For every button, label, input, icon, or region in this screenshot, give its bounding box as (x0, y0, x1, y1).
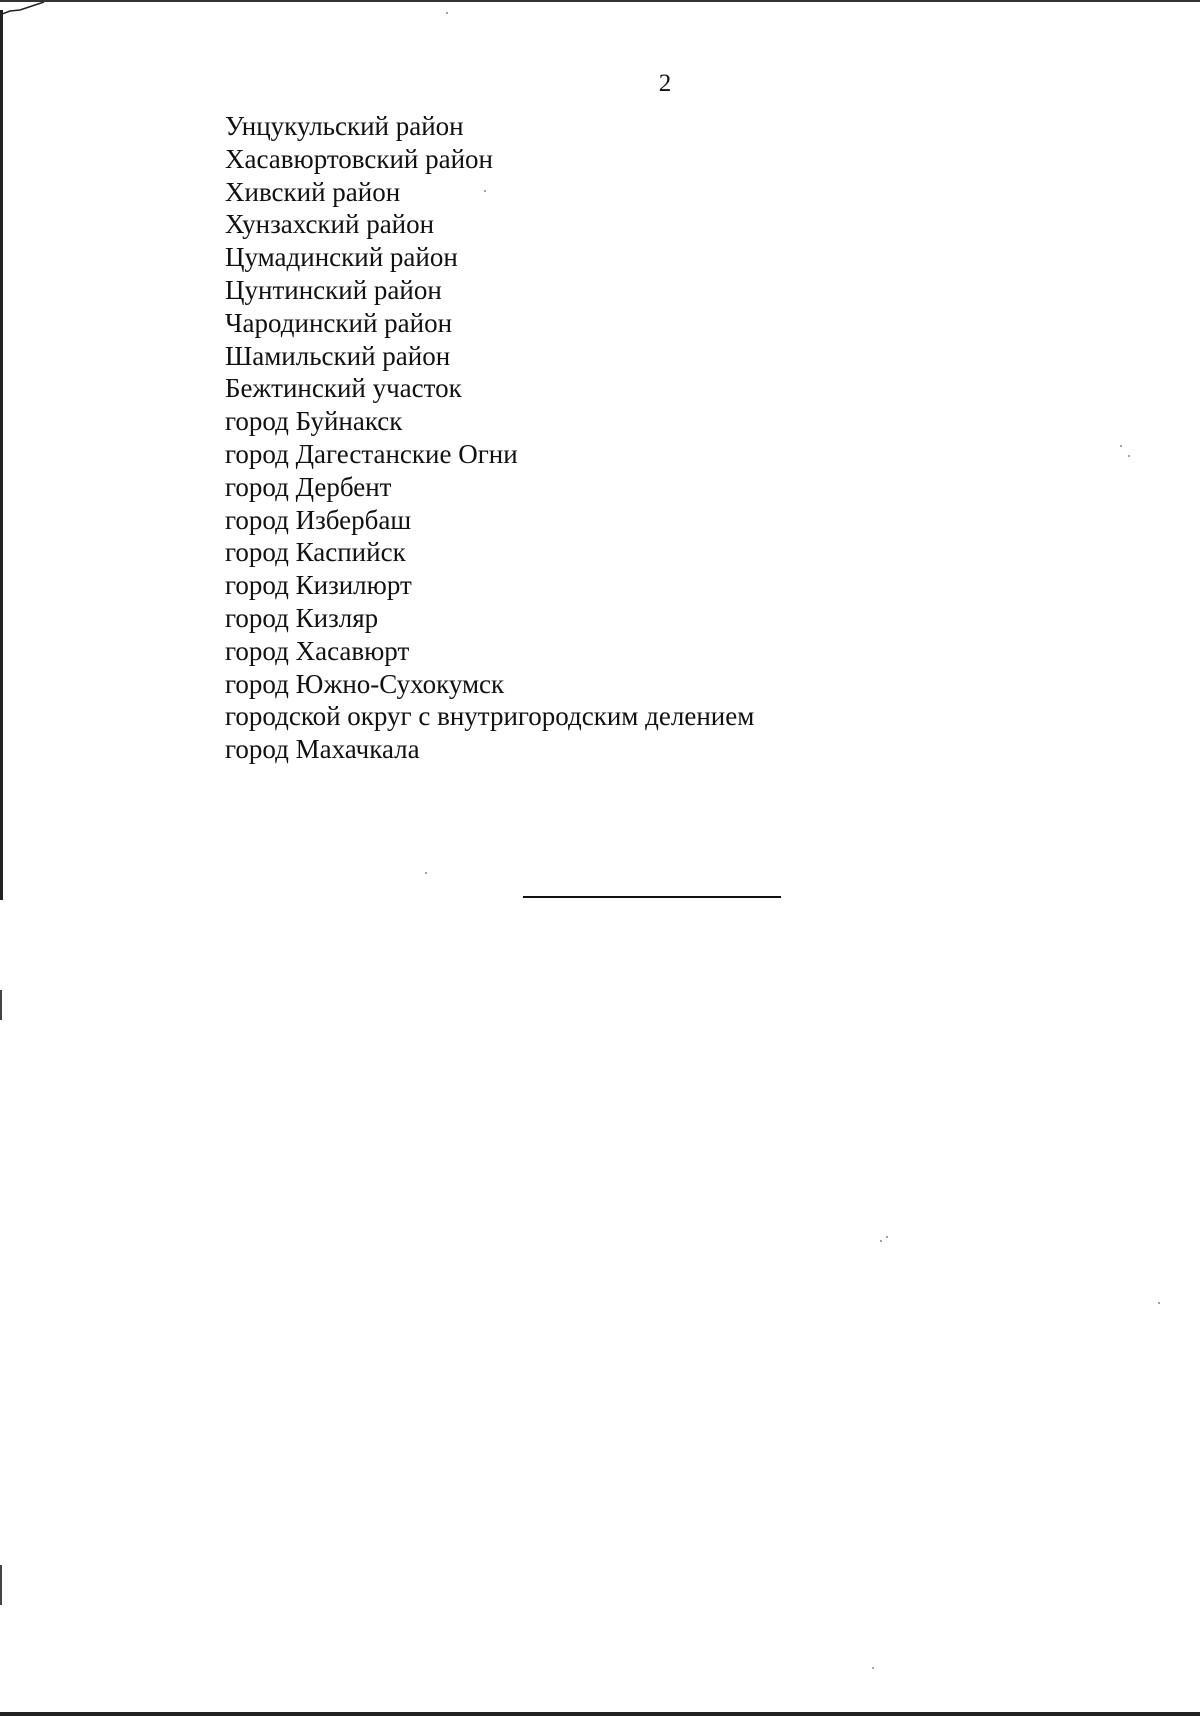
scan-speck (872, 1667, 874, 1669)
list-item: город Махачкала (225, 734, 420, 765)
list-item: город Южно-Сухокумск (225, 668, 505, 699)
scan-edge-left (0, 10, 3, 900)
end-of-list-rule (523, 896, 781, 898)
scan-speck (1158, 1302, 1160, 1304)
list-item: Цунтинский район (225, 274, 442, 305)
list-item: город Хасавюрт (225, 635, 410, 666)
scan-speck (880, 1240, 882, 1242)
page-number: 2 (658, 70, 672, 97)
list-item: город Дагестанские Огни (225, 438, 518, 469)
list-item: город Кизляр (225, 602, 379, 633)
scan-edge-left-fragment (0, 1565, 2, 1605)
scan-edge-top (0, 0, 1200, 2)
scan-speck (1128, 455, 1130, 457)
scan-speck (1120, 445, 1122, 447)
list-item: Хунзахский район (225, 209, 435, 240)
list-item: городской округ с внутригородским делением (225, 701, 755, 732)
list-item: город Избербаш (225, 504, 412, 535)
list-item: Бежтинский участок (225, 373, 462, 404)
list-item: город Каспийск (225, 537, 406, 568)
list-item: город Буйнакск (225, 406, 403, 437)
scan-corner-mark (2, 2, 46, 16)
scan-edge-bottom (0, 1712, 1200, 1716)
scan-speck (425, 872, 427, 874)
scan-edge-left-fragment (0, 990, 2, 1020)
list-item: Хасавюртовский район (225, 143, 494, 174)
list-item: Цумадинский район (225, 242, 458, 273)
list-item: Хивский район (225, 176, 401, 207)
list-item: Чародинский район (225, 307, 453, 338)
district-list (225, 110, 754, 766)
scan-speck (446, 12, 448, 14)
list-item: город Кизилюрт (225, 570, 412, 601)
scan-speck (886, 1236, 888, 1238)
list-item: Унцукульский район (225, 111, 464, 141)
list-item: Шамильский район (225, 340, 451, 371)
list-item: город Дербент (225, 471, 392, 502)
